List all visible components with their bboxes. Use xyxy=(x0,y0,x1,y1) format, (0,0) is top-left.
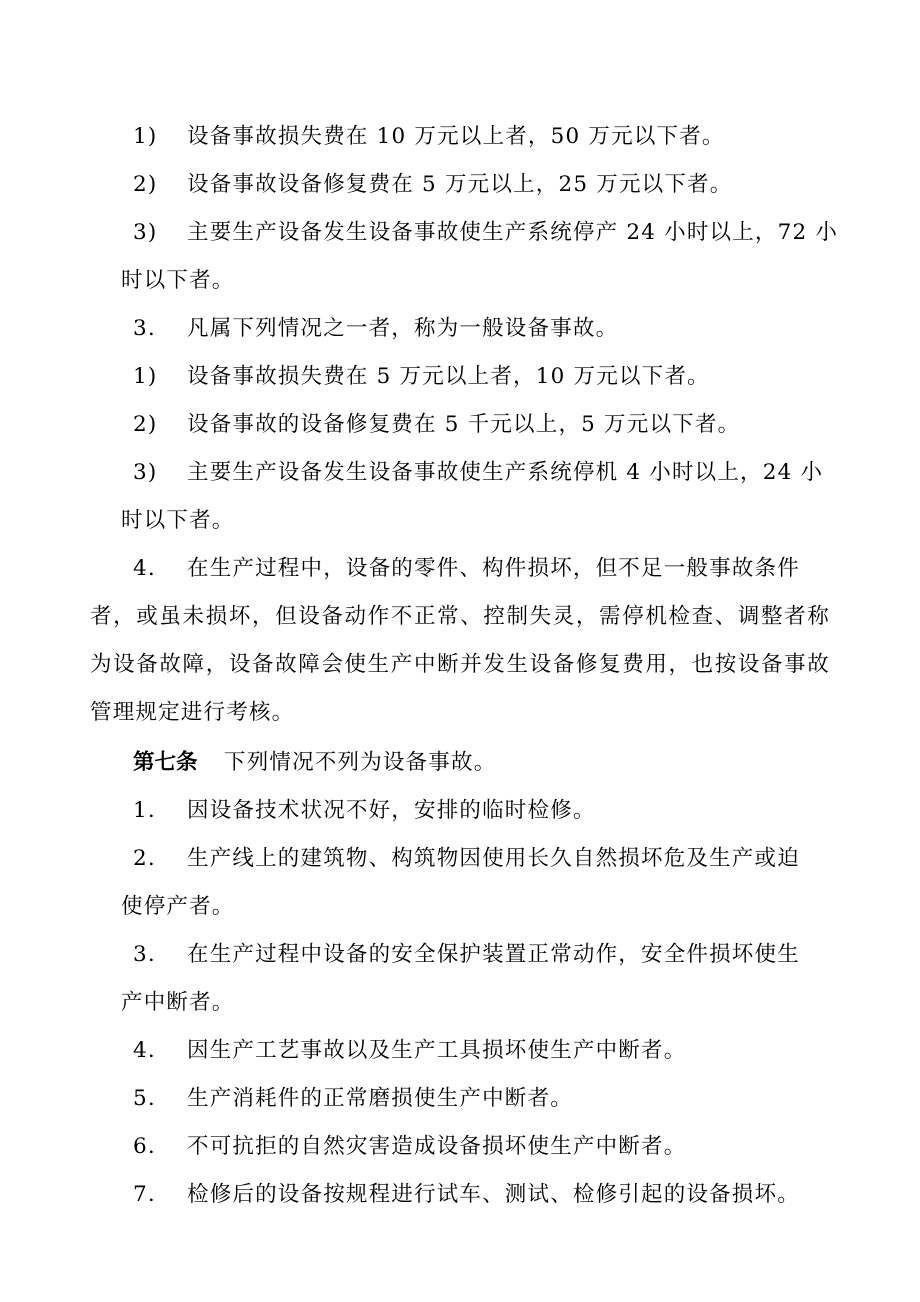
item-number: 2) xyxy=(133,412,158,437)
item-number: 1. xyxy=(133,798,156,823)
item-text: 生产消耗件的正常磨损使生产中断者。 xyxy=(187,1086,573,1111)
item-text: 在生产过程中，设备的零件、构件损坏，但不足一般事故条件 xyxy=(187,556,800,581)
article-text: 下列情况不列为设备事故。 xyxy=(224,750,497,775)
item-text: 设备事故损失费在 5 万元以上者，10 万元以下者。 xyxy=(187,364,710,389)
item-number: 3) xyxy=(133,220,158,245)
paragraph-line: 为设备故障，设备故障会使生产中断并发生设备修复费用，也按设备事故 xyxy=(90,652,830,677)
paragraph-line: 管理规定进行考核。 xyxy=(90,700,295,725)
item-text: 生产线上的建筑物、构筑物因使用长久自然损坏危及生产或迫 xyxy=(187,846,800,871)
item-text: 在生产过程中设备的安全保护装置正常动作，安全件损坏使生 xyxy=(187,942,800,967)
item-text: 因生产工艺事故以及生产工具损坏使生产中断者。 xyxy=(187,1038,687,1063)
item-number: 3) xyxy=(133,460,158,485)
article-heading: 第七条 xyxy=(133,750,198,775)
item-number: 4. xyxy=(133,556,156,581)
item-number: 6. xyxy=(133,1134,156,1159)
item-text: 不可抗拒的自然灾害造成设备损坏使生产中断者。 xyxy=(187,1134,687,1159)
item-continuation: 时以下者。 xyxy=(121,268,235,293)
item-text: 设备事故设备修复费在 5 万元以上，25 万元以下者。 xyxy=(187,172,733,197)
item-number: 3. xyxy=(133,942,156,967)
item-continuation: 产中断者。 xyxy=(121,990,235,1015)
item-text: 主要生产设备发生设备事故使生产系统停机 4 小时以上，24 小 xyxy=(187,460,824,485)
item-text: 主要生产设备发生设备事故使生产系统停产 24 小时以上，72 小 xyxy=(187,220,839,245)
item-continuation: 使停产者。 xyxy=(121,894,235,919)
item-number: 2. xyxy=(133,846,156,871)
paragraph-line: 者，或虽未损坏，但设备动作不正常、控制失灵，需停机检查、调整者称 xyxy=(90,604,830,629)
item-number: 5. xyxy=(133,1086,156,1111)
item-text: 因设备技术状况不好，安排的临时检修。 xyxy=(187,798,596,823)
item-text: 设备事故的设备修复费在 5 千元以上，5 万元以下者。 xyxy=(187,412,741,437)
item-number: 1) xyxy=(133,124,158,149)
item-text: 设备事故损失费在 10 万元以上者，50 万元以下者。 xyxy=(187,124,725,149)
item-number: 2) xyxy=(133,172,158,197)
item-number: 7. xyxy=(133,1182,156,1207)
item-number: 3. xyxy=(133,316,156,341)
item-text: 检修后的设备按规程进行试车、测试、检修引起的设备损坏。 xyxy=(187,1182,800,1207)
item-continuation: 时以下者。 xyxy=(121,508,235,533)
item-number: 4. xyxy=(133,1038,156,1063)
item-text: 凡属下列情况之一者，称为一般设备事故。 xyxy=(187,316,619,341)
item-number: 1) xyxy=(133,364,158,389)
